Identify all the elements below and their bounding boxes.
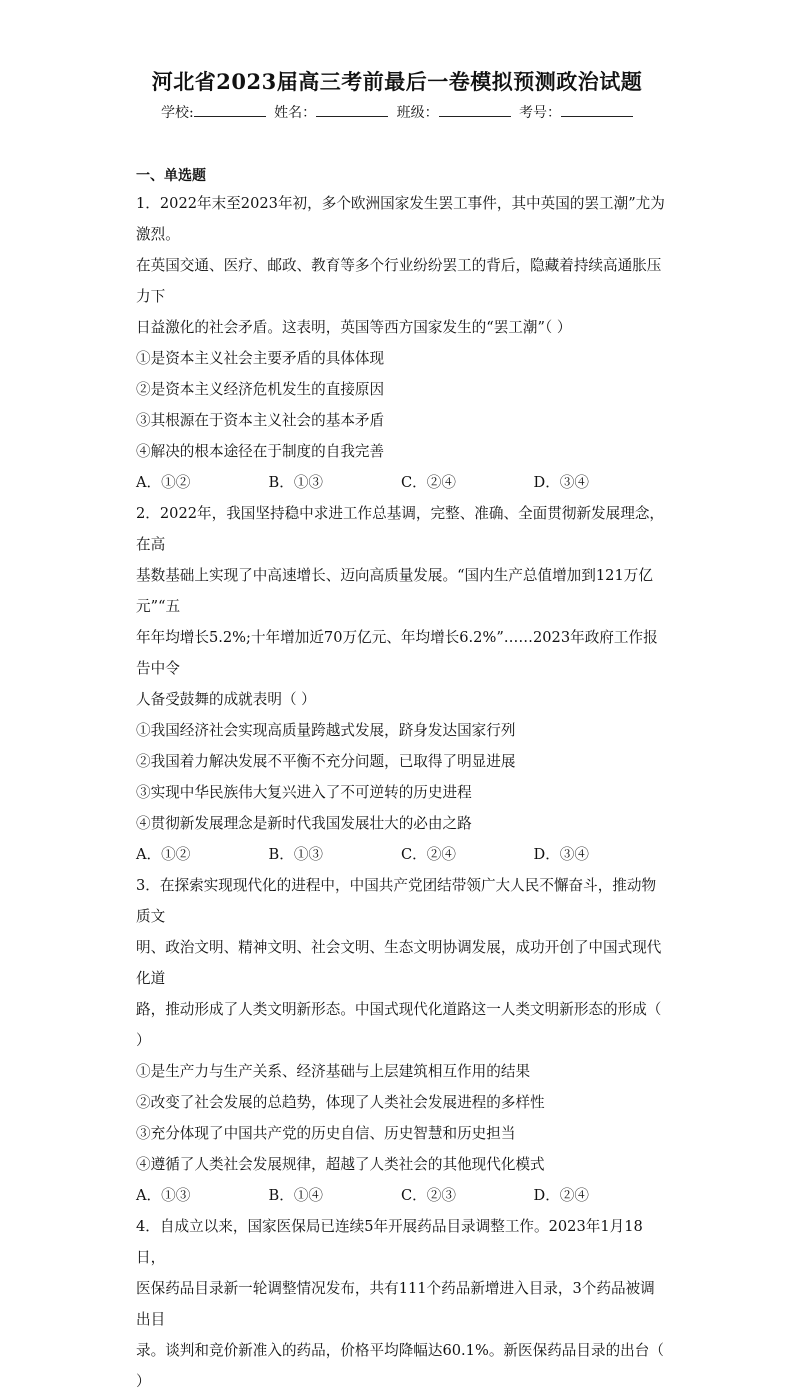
answer-choices (136, 1180, 666, 1211)
answer-choices (136, 839, 666, 870)
question-stem-line: 年年均增长5.2%;十年增加近70万亿元、年均增长6.2%”……2023年政府工作报告中令 (136, 629, 658, 677)
question-stem-line: 医保药品目录新一轮调整情况发布，共有111个药品新增进入目录，3个药品被调出目 (136, 1280, 655, 1328)
school-field[interactable] (194, 102, 266, 117)
choice-a[interactable]: A．①② (136, 846, 191, 863)
choice-c[interactable]: C．②③ (401, 1187, 456, 1204)
statement-option: ②我国着力解决发展不平衡不充分问题，已取得了明显进展 (136, 753, 516, 770)
question-stem-line: 路，推动形成了人类文明新形态。中国式现代化道路这一人类文明新形态的形成（ ） (136, 1001, 662, 1049)
choice-c[interactable]: C．②④ (401, 474, 456, 491)
question-stem-line: 日益激化的社会矛盾。这表明，英国等西方国家发生的“罢工潮”（ ） (136, 319, 572, 336)
choice-c[interactable]: C．②④ (401, 846, 456, 863)
statement-option: ②改变了社会发展的总趋势，体现了人类社会发展进程的多样性 (136, 1094, 545, 1111)
question-4 (136, 1211, 666, 1397)
statement-option: ④解决的根本途径在于制度的自我完善 (136, 443, 385, 460)
statement-option: ①我国经济社会实现高质量跨越式发展，跻身发达国家行列 (136, 722, 516, 739)
question-2 (136, 498, 666, 870)
choice-d[interactable]: D．②④ (533, 1187, 589, 1204)
answer-choices (136, 467, 666, 498)
choice-b[interactable]: B．①③ (268, 846, 324, 863)
exam-title: 河北省2023届高三考前最后一卷模拟预测政治试题 (151, 69, 643, 94)
name-label: 姓名： (274, 105, 317, 121)
question-3 (136, 870, 666, 1211)
statement-option: ③实现中华民族伟大复兴进入了不可逆转的历史进程 (136, 784, 472, 801)
section-heading: 一、单选题 (136, 168, 206, 184)
school-label: 学校: (160, 105, 194, 121)
question-1 (136, 188, 666, 498)
question-stem-line: 人备受鼓舞的成就表明（ ） (136, 691, 316, 708)
choice-a[interactable]: A．①② (136, 474, 191, 491)
question-stem-line: 明、政治文明、精神文明、社会文明、生态文明协调发展，成功开创了中国式现代化道 (136, 939, 662, 987)
statement-option: ③充分体现了中国共产党的历史自信、历史智慧和历史担当 (136, 1125, 516, 1142)
question-stem-line: 4．自成立以来，国家医保局已连续5年开展药品目录调整工作。2023年1月18日， (136, 1218, 643, 1266)
exam-number-label: 考号： (519, 105, 562, 121)
choice-a[interactable]: A．①③ (136, 1187, 191, 1204)
choice-b[interactable]: B．①④ (268, 1187, 324, 1204)
statement-option: ④贯彻新发展理念是新时代我国发展壮大的必由之路 (136, 815, 472, 832)
questions-list (136, 188, 666, 1397)
class-field[interactable] (439, 102, 511, 117)
choice-d[interactable]: D．③④ (533, 474, 589, 491)
question-stem-line: 录。谈判和竞价新准入的药品，价格平均降幅达60.1%。新医保药品目录的出台（ ） (136, 1342, 664, 1390)
statement-option: ②是资本主义经济危机发生的直接原因 (136, 381, 385, 398)
choice-d[interactable]: D．③④ (533, 846, 589, 863)
question-stem-line: 3．在探索实现现代化的进程中，中国共产党团结带领广大人民不懈奋斗，推动物质文 (136, 877, 657, 925)
statement-option: ④遵循了人类社会发展规律，超越了人类社会的其他现代化模式 (136, 1156, 545, 1173)
statement-option: ③其根源在于资本主义社会的基本矛盾 (136, 412, 385, 429)
exam-number-field[interactable] (561, 102, 633, 117)
choice-b[interactable]: B．①③ (268, 474, 324, 491)
class-label: 班级： (396, 105, 439, 121)
name-field[interactable] (316, 102, 388, 117)
student-info-line (0, 102, 794, 122)
statement-option: ①是资本主义社会主要矛盾的具体体现 (136, 350, 385, 367)
question-stem-line: 在英国交通、医疗、邮政、教育等多个行业纷纷罢工的背后，隐藏着持续高通胀压力下 (136, 257, 662, 305)
question-stem-line: 1．2022年末至2023年初，多个欧洲国家发生罢工事件，其中英国的罢工潮”尤为激烈。 (136, 195, 665, 243)
question-stem-line: 2．2022年，我国坚持稳中求进工作总基调，完整、准确、全面贯彻新发展理念，在高 (136, 505, 665, 553)
question-stem-line: 基数基础上实现了中高速增长、迈向高质量发展。“国内生产总值增加到121万亿元”“五 (136, 567, 653, 615)
statement-option: ①是生产力与生产关系、经济基础与上层建筑相互作用的结果 (136, 1063, 531, 1080)
